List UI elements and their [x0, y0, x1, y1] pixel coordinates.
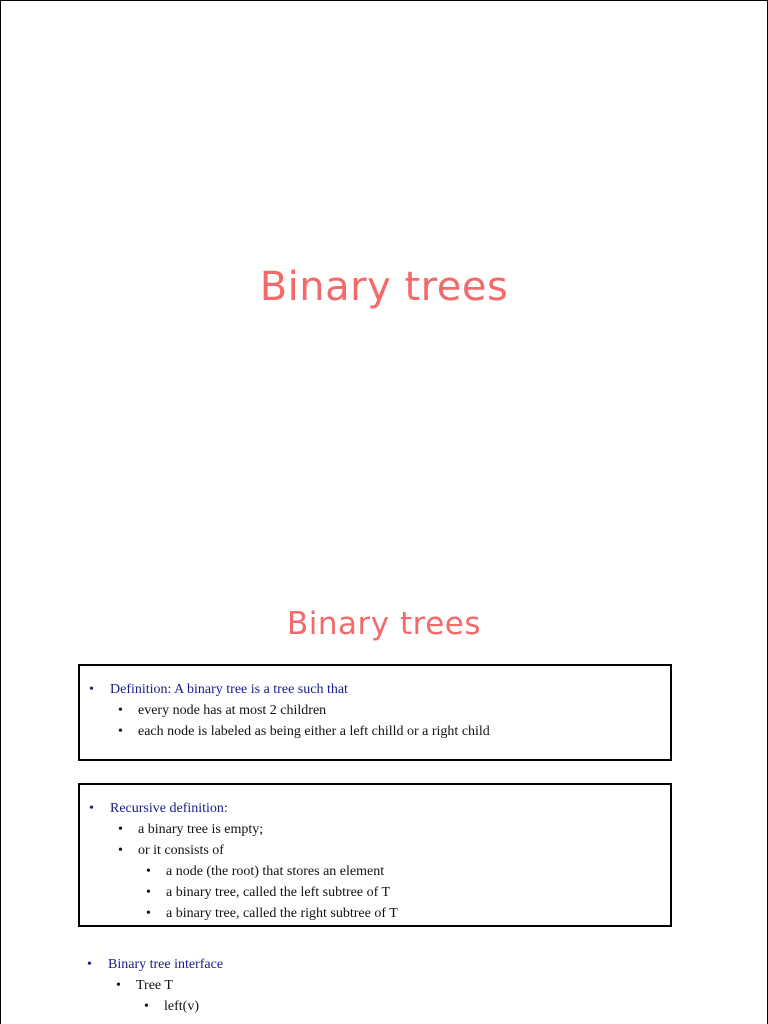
interface-section — [78, 954, 672, 1017]
recursive-subsubitem: • a binary tree, called the right subtree of T — [138, 903, 670, 924]
definition-subitem: • every node has at most 2 children — [110, 700, 670, 721]
recursive-subitem: • a binary tree is empty; — [110, 819, 670, 840]
interface-item — [78, 954, 672, 1017]
recursive-item — [80, 798, 670, 924]
interface-heading: Binary tree interface — [108, 957, 224, 972]
recursive-subsubitem: • a node (the root) that stores an element — [138, 861, 670, 882]
recursive-subitem-label: or it consists of — [138, 843, 224, 858]
definition-subitem: • each node is labeled as being either a left chilld or a right child — [110, 721, 670, 742]
recursive-definition-box — [78, 783, 672, 927]
recursive-subitem — [110, 840, 670, 924]
slide-content — [0, 576, 768, 1024]
recursive-subsubitem: • a binary tree, called the left subtree of T — [138, 882, 670, 903]
slide-content-heading: Binary trees — [287, 606, 481, 642]
recursive-heading: Recursive definition: — [110, 801, 228, 816]
definition-heading: Definition: A binary tree is a tree such that — [110, 682, 348, 697]
definition-item — [80, 679, 670, 742]
definition-box — [78, 664, 672, 761]
slide-title-heading: Binary trees — [259, 264, 509, 310]
interface-subsubitem: • left(v) — [136, 996, 672, 1017]
interface-subitem-label: Tree T — [136, 978, 173, 993]
interface-subitem — [108, 975, 672, 1017]
